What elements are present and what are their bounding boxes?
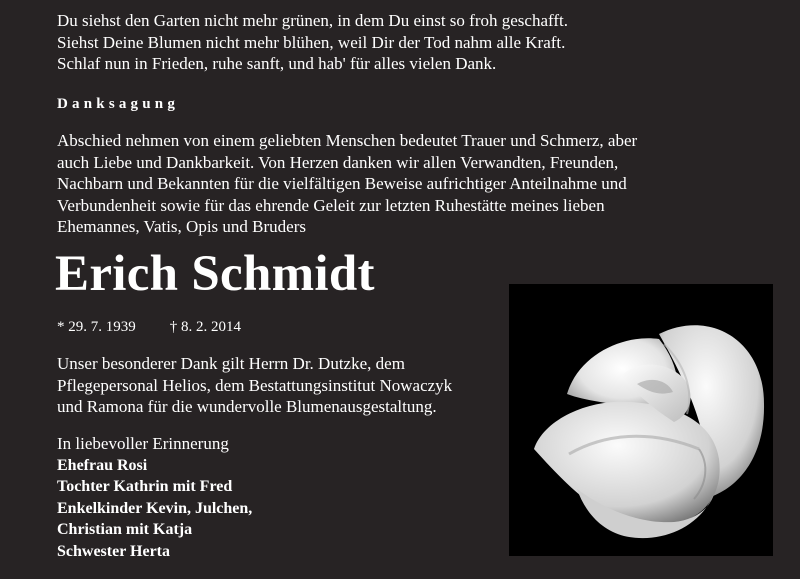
birth-date: * 29. 7. 1939 xyxy=(57,319,136,335)
heading-danksagung: Danksagung xyxy=(57,96,180,112)
thanks-line: Pflegepersonal Helios, dem Bestattungsinstitut Nowaczyk xyxy=(57,375,453,395)
paragraph-line: Nachbarn und Bekannten für die vielfältigen Beweise aufrichtiger Anteilnahme und xyxy=(57,174,627,193)
deceased-name: Erich Schmidt xyxy=(55,246,375,302)
life-dates xyxy=(57,317,241,337)
rose-photo xyxy=(509,284,773,556)
poem xyxy=(57,10,757,75)
mourner-name: Christian mit Katja xyxy=(57,521,193,538)
thanks-paragraph xyxy=(57,130,757,238)
paragraph-line: Abschied nehmen von einem geliebten Menschen bedeutet Trauer und Schmerz, aber xyxy=(57,131,638,150)
thanks-line: und Ramona für die wundervolle Blumenausgestaltung. xyxy=(57,397,437,416)
poem-line: Du siehst den Garten nicht mehr grünen, in dem Du einst so froh geschafft. xyxy=(57,11,568,30)
special-thanks xyxy=(57,353,452,418)
paragraph-line: Ehemannes, Vatis, Opis und Bruders xyxy=(57,217,306,236)
thanks-line: Unser besonderer Dank gilt Herrn Dr. Dutzke, dem xyxy=(57,354,405,373)
memory-section xyxy=(57,433,252,562)
death-date: † 8. 2. 2014 xyxy=(169,319,241,335)
mourner-name: Schwester Herta xyxy=(57,542,170,560)
white-rose-icon xyxy=(509,284,773,556)
mourner-name: Tochter Kathrin mit Fred xyxy=(57,478,233,495)
mourner-name: Enkelkinder Kevin, Julchen, xyxy=(57,499,253,517)
mourner-name: Ehefrau Rosi xyxy=(57,456,148,474)
memory-intro: In liebevoller Erinnerung xyxy=(57,434,229,453)
paragraph-line: auch Liebe und Dankbarkeit. Von Herzen danken wir allen Verwandten, Freunden, xyxy=(57,152,619,172)
poem-line: Schlaf nun in Frieden, ruhe sanft, und hab' für alles vielen Dank. xyxy=(57,54,497,73)
poem-line: Siehst Deine Blumen nicht mehr blühen, weil Dir der Tod nahm alle Kraft. xyxy=(57,32,566,52)
paragraph-line: Verbundenheit sowie für das ehrende Geleit zur letzten Ruhestätte meines lieben xyxy=(57,195,605,215)
